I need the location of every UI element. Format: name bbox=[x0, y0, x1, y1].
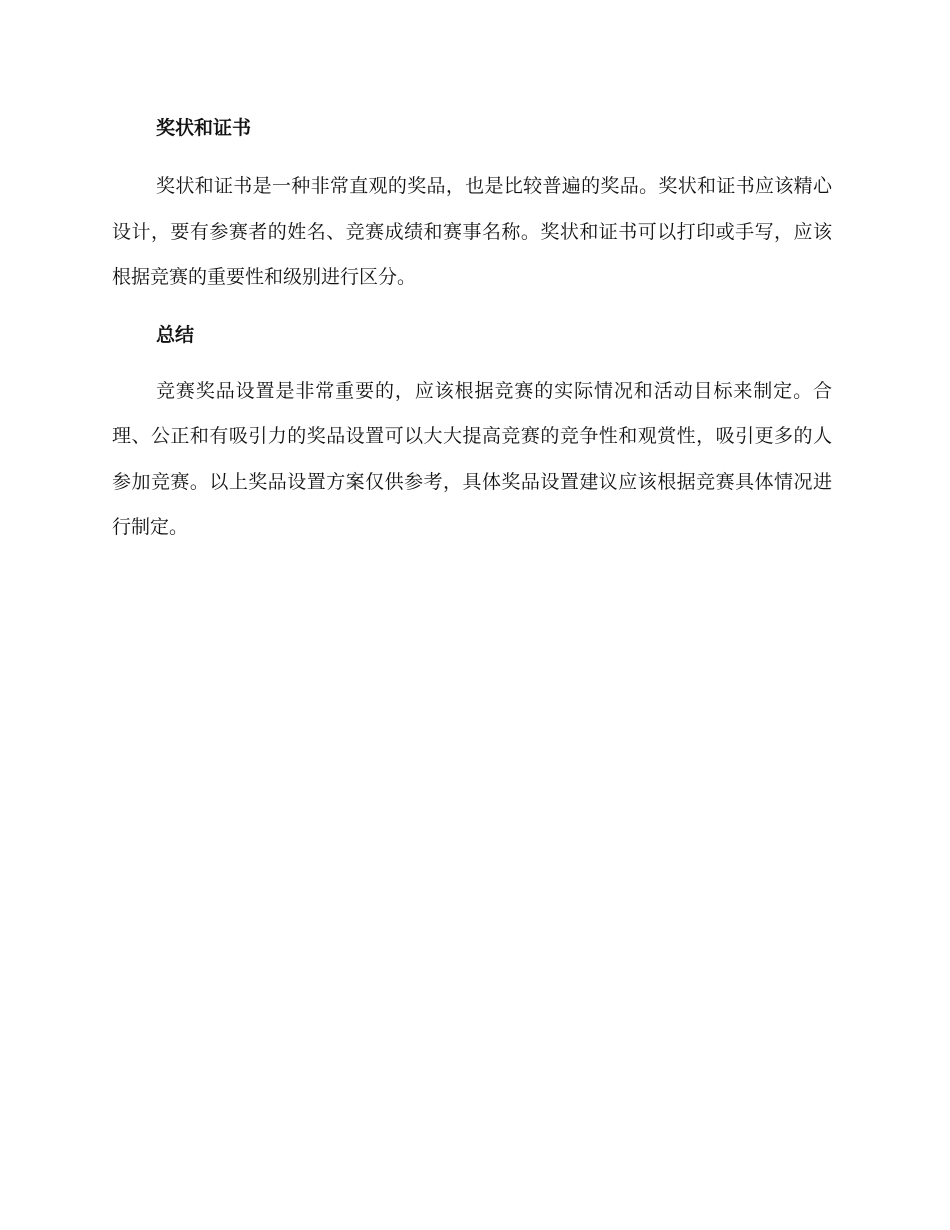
section-paragraph-awards-certificates: 奖状和证书是一种非常直观的奖品，也是比较普遍的奖品。奖状和证书应该精心设计，要有参赛者的姓名、竞赛成绩和赛事名称。奖状和证书可以打印或手写，应该根据竞赛的重要性和级别进行区分。 bbox=[112, 175, 832, 288]
section-heading-summary: 总结 bbox=[156, 323, 195, 346]
section-paragraph-summary: 竞赛奖品设置是非常重要的，应该根据竞赛的实际情况和活动目标来制定。合理、公正和有吸引力的奖品设置可以大大提高竞赛的竞争性和观赏性，吸引更多的人参加竞赛。以上奖品设置方案仅供参考，具体奖品设置建议应该根据竞赛具体情况进行制定。 bbox=[112, 379, 832, 538]
section-heading-awards-certificates: 奖状和证书 bbox=[156, 117, 252, 139]
document-body bbox=[112, 112, 832, 551]
